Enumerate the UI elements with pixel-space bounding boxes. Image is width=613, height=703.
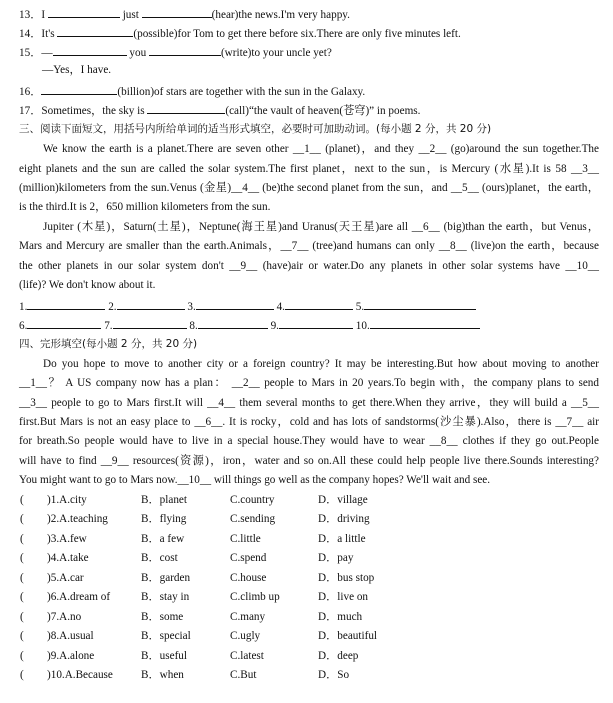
passage-2-line-1: Jupiter (木星)，Saturn(土星)，Neptune(海王星)and Uranus(天王星)are all __6__ (big)than the earth，but Venus， xyxy=(43,221,599,233)
option-d[interactable]: D．a little xyxy=(318,533,366,545)
option-b[interactable]: B．when xyxy=(141,669,184,681)
blank-13a[interactable] xyxy=(48,6,120,18)
option-b[interactable]: B．planet xyxy=(141,494,187,506)
option-a[interactable]: )4.A.take xyxy=(47,552,89,564)
section-4-heading: 四、完形填空(每小题 2 分，共 20 分) xyxy=(19,338,198,350)
answer-label-7: 7. xyxy=(104,320,113,332)
section-3-heading: 三、阅读下面短文，用括号内所给单词的适当形式填空，必要时可加助动词。(每小题 2 分，共 20 分) xyxy=(19,123,492,135)
answer-paren[interactable]: ( xyxy=(20,630,24,642)
answer-paren[interactable]: ( xyxy=(20,611,24,623)
answer-15-line xyxy=(42,63,605,77)
option-d[interactable]: D．deep xyxy=(318,650,359,662)
option-b[interactable]: B．some xyxy=(141,611,184,623)
question-13-text: just xyxy=(122,9,139,21)
answer-blank-9[interactable] xyxy=(279,317,353,329)
option-d[interactable]: D．bus stop xyxy=(318,572,375,584)
blank-15b[interactable] xyxy=(149,44,221,56)
option-a[interactable]: )6.A.dream of xyxy=(47,591,111,603)
question-15-rest: (write)to your uncle yet? xyxy=(220,47,332,59)
answer-blank-6[interactable] xyxy=(27,317,101,329)
question-16-number: 16． xyxy=(19,86,42,98)
answer-blank-3[interactable] xyxy=(196,298,274,310)
answer-paren[interactable]: ( xyxy=(20,572,24,584)
passage-1-line-1: We know the earth is a planet.There are seven other __1__ (planet)，and they __2__ (go)around the sun together.The xyxy=(43,143,599,155)
option-c[interactable]: C.ugly xyxy=(230,630,261,642)
answer-label-1: 1. xyxy=(19,301,28,313)
passage-1-line-4: is the third.It is 2，650 million kilometers from the sun. xyxy=(19,201,271,213)
answer-label-4: 4. xyxy=(276,301,285,313)
answer-label-5: 5. xyxy=(355,301,365,313)
answer-label-6: 6. xyxy=(19,320,28,332)
answer-row-2 xyxy=(19,317,605,333)
option-a[interactable]: )1.A.city xyxy=(47,494,87,506)
answer-blank-8[interactable] xyxy=(198,317,268,329)
option-a[interactable]: )9.A.alone xyxy=(47,650,95,662)
option-c[interactable]: C.little xyxy=(230,533,261,545)
question-13-rest: (hear)the news.I'm very happy. xyxy=(211,9,350,21)
question-17-number: 17．Sometimes，the sky is xyxy=(19,105,145,117)
option-d[interactable]: D．driving xyxy=(318,513,370,525)
blank-16[interactable] xyxy=(41,83,117,95)
question-17-text: (call)“the vault of heaven(苍穹)” in poems. xyxy=(225,105,421,117)
option-d[interactable]: D．live on xyxy=(318,591,369,603)
option-c[interactable]: C.climb up xyxy=(230,591,280,603)
answer-label-8: 8. xyxy=(189,320,198,332)
blank-17[interactable] xyxy=(147,102,225,114)
answer-blank-10[interactable] xyxy=(370,317,480,329)
question-15 xyxy=(19,44,605,60)
option-a[interactable]: )10.A.Because xyxy=(47,669,113,681)
option-d[interactable]: D．pay xyxy=(318,552,354,564)
passage-2-line-3: the other planets in our solar system don't __9__ (have)air or water.Do any planets in other solar systems have __10__ xyxy=(19,260,599,272)
answer-row-1 xyxy=(19,298,605,314)
question-16 xyxy=(19,83,605,99)
option-c[interactable]: C.But xyxy=(230,669,257,681)
answer-paren[interactable]: ( xyxy=(20,552,24,564)
answer-paren[interactable]: ( xyxy=(20,669,24,681)
question-16-text: (billion)of stars are together with the sun in the Galaxy. xyxy=(117,86,366,98)
answer-15-text: —Yes，I have. xyxy=(42,64,112,76)
answer-blank-2[interactable] xyxy=(117,298,185,310)
question-13-number: 13．I xyxy=(19,9,46,21)
cloze-line-5: for breath.So people would have to live in a special house.They would have to wear __8__ clothes if they go out.People xyxy=(19,435,599,447)
option-d[interactable]: D．village xyxy=(318,494,368,506)
answer-blank-7[interactable] xyxy=(113,317,187,329)
answer-label-9: 9. xyxy=(270,320,279,332)
option-d[interactable]: D．So xyxy=(318,669,350,681)
passage-1-line-2: eight planets and the sun are called the solar system.The first planet，next to the sun，is Mercury (水星).It is 58 __3__ xyxy=(19,163,599,175)
question-14 xyxy=(19,25,605,41)
option-b[interactable]: B．garden xyxy=(141,572,191,584)
blank-14[interactable] xyxy=(57,25,133,37)
option-a[interactable]: )3.A.few xyxy=(47,533,87,545)
option-a[interactable]: )7.A.no xyxy=(47,611,82,623)
question-14-text: (possible)for Tom to get there before six.There are only five minutes left. xyxy=(133,28,461,40)
option-b[interactable]: B．cost xyxy=(141,552,178,564)
option-c[interactable]: C.many xyxy=(230,611,266,623)
question-15-number: 15．— xyxy=(19,47,53,59)
answer-label-10: 10. xyxy=(355,320,370,332)
answer-paren[interactable]: ( xyxy=(20,591,24,603)
option-b[interactable]: B．useful xyxy=(141,650,187,662)
option-a[interactable]: )8.A.usual xyxy=(47,630,94,642)
answer-paren[interactable]: ( xyxy=(20,494,24,506)
blank-15a[interactable] xyxy=(53,44,127,56)
answer-label-3: 3. xyxy=(187,301,196,313)
question-15-text: you xyxy=(129,47,147,59)
passage-2-line-4: (life)? We don't know about it. xyxy=(19,279,156,291)
question-17 xyxy=(19,102,605,118)
question-14-number: 14．It's xyxy=(19,28,55,40)
option-b[interactable]: B．stay in xyxy=(141,591,190,603)
option-c[interactable]: C.country xyxy=(230,494,275,506)
answer-paren[interactable]: ( xyxy=(20,650,24,662)
cloze-line-3: __3__ people to go to Mars first.It will __4__ them several months to get there.When they arrive，they will build a __5__ xyxy=(19,397,599,409)
cloze-line-1: Do you hope to move to another city or a foreign country? It may be interesting.But how about moving to another xyxy=(43,358,599,370)
option-b[interactable]: B．flying xyxy=(141,513,187,525)
option-d[interactable]: D．beautiful xyxy=(318,630,378,642)
passage-2-line-2: Mars and Mercury are smaller than the earth.Animals，__7__ (tree)and humans can only __8__ (live)on the earth，because xyxy=(19,240,599,252)
answer-paren[interactable]: ( xyxy=(20,513,24,525)
cloze-line-7: You might want to go to Mars now.__10__ will things go well as the company hopes? We'll wait and see. xyxy=(19,474,491,486)
passage-1-line-3: (million)kilometers from the sun.Venus (金星)__4__ (be)the second planet from the sun，and __5__ (ours)planet，the earth， xyxy=(19,182,599,194)
option-b[interactable]: B．special xyxy=(141,630,191,642)
answer-blank-5[interactable] xyxy=(364,298,476,310)
answer-blank-4[interactable] xyxy=(285,298,353,310)
option-a[interactable]: )5.A.car xyxy=(47,572,84,584)
option-a[interactable]: )2.A.teaching xyxy=(47,513,108,525)
answer-paren[interactable]: ( xyxy=(20,533,24,545)
blank-13b[interactable] xyxy=(142,6,212,18)
option-c[interactable]: C.latest xyxy=(230,650,264,662)
option-b[interactable]: B．a few xyxy=(141,533,185,545)
answer-label-2: 2. xyxy=(108,301,117,313)
cloze-line-4: first.But Mars is not an easy place to __6__. It is rocky，cold and has lots of sandstorms(沙尘暴).Also，there is __7__ air xyxy=(19,416,599,428)
option-c[interactable]: C.house xyxy=(230,572,267,584)
answer-blank-1[interactable] xyxy=(27,298,105,310)
option-c[interactable]: C.sending xyxy=(230,513,276,525)
question-13 xyxy=(19,6,605,22)
option-c[interactable]: C.spend xyxy=(230,552,267,564)
option-d[interactable]: D．much xyxy=(318,611,363,623)
cloze-line-2: __1__？ A US company now has a plan： __2__ people to Mars in 20 years.To begin with，the company plans to send xyxy=(19,377,599,389)
cloze-line-6: will have to find __9__ resources(资源)，iron，water and so on.All these could help people live there.Sounds interesting? xyxy=(19,455,599,467)
